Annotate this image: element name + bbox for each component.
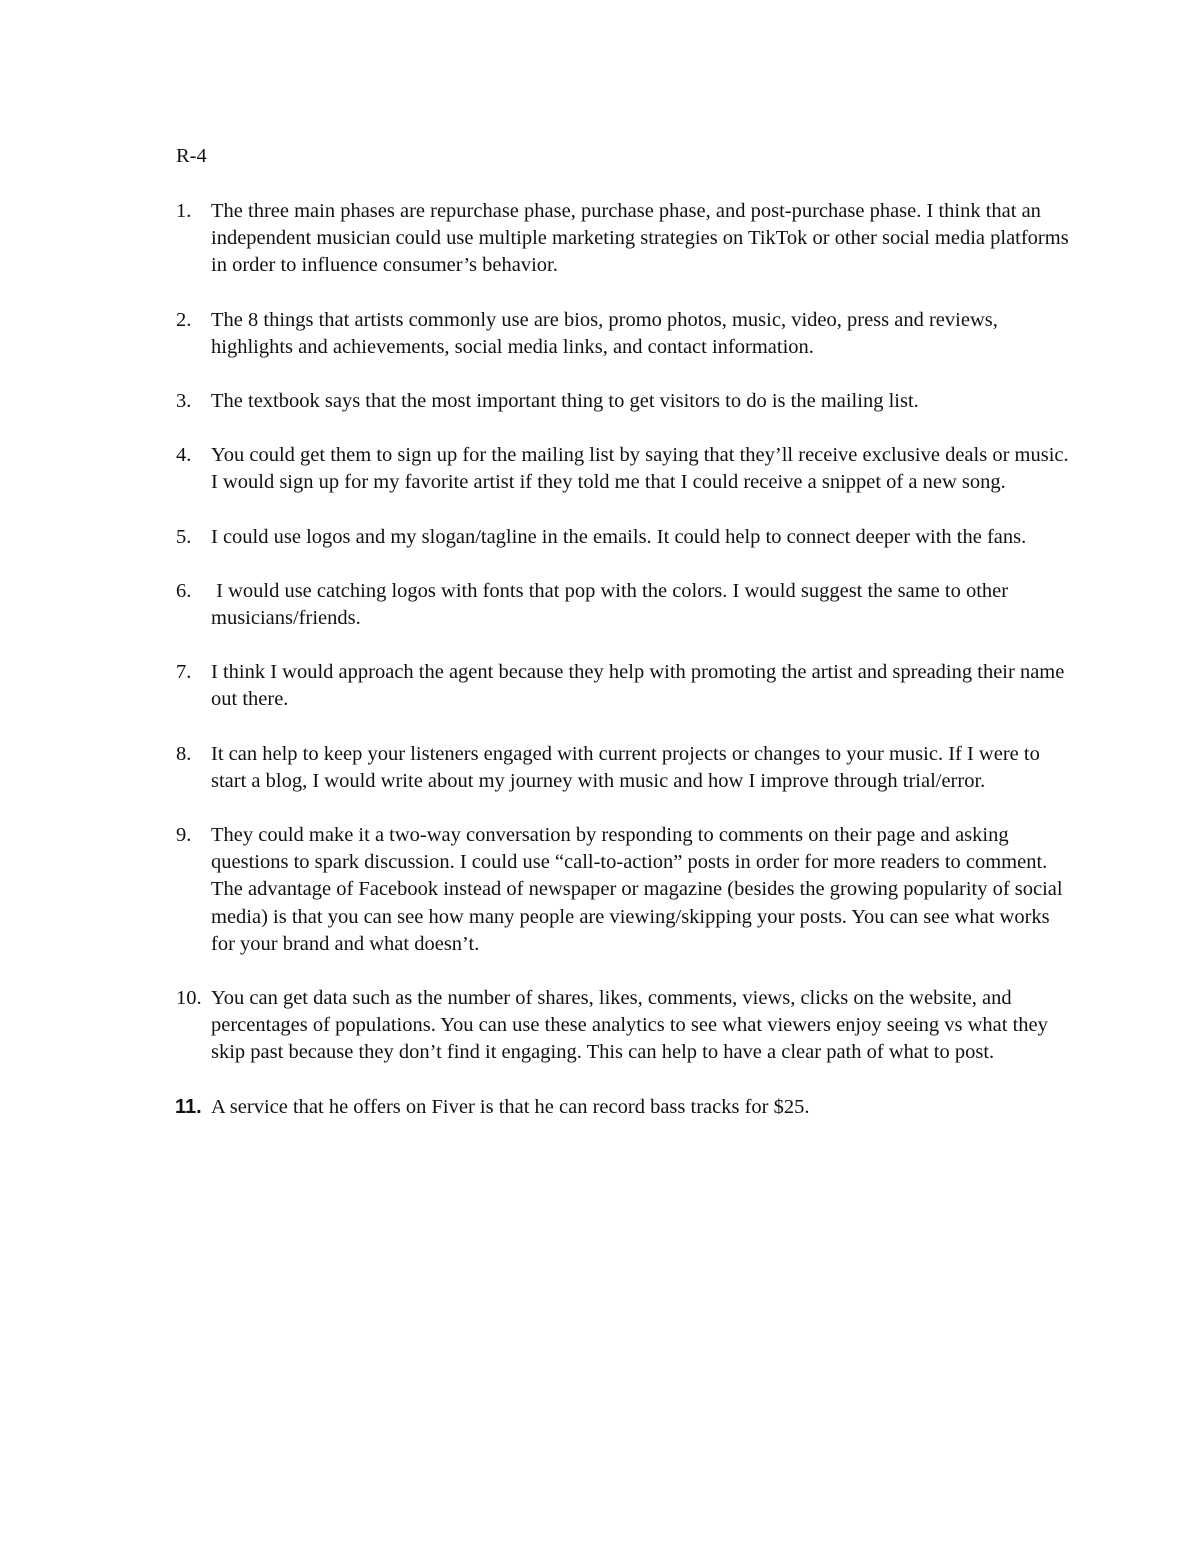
answer-text: It can help to keep your listeners engaged with current projects or changes to your music. If I were to start a blog, I would write about my journey with music and how I improve through trial/error.	[211, 742, 1040, 792]
answer-number: 2.	[176, 308, 192, 331]
answer-item-4	[176, 442, 1071, 496]
answer-text: The 8 things that artists commonly use are bios, promo photos, music, video, press and reviews, highlights and achievements, social media links, and contact information.	[211, 308, 998, 358]
answer-number: 6.	[176, 579, 192, 602]
answer-item-3	[176, 388, 1071, 415]
answer-item-7	[176, 659, 1071, 713]
answer-number: 5.	[176, 525, 192, 548]
answer-item-5	[176, 524, 1071, 551]
answer-text: You can get data such as the number of shares, likes, comments, views, clicks on the website, and percentages of populations. You can use these analytics to see what viewers enjoy seeing vs what they skip past because they don’t find it engaging. This can help to have a clear path of what to post.	[211, 987, 1048, 1064]
answer-text: The textbook says that the most important thing to get visitors to do is the mailing list.	[211, 390, 919, 413]
document-heading: R-4	[176, 145, 207, 167]
answer-item-2	[176, 307, 1071, 361]
answer-number: 1.	[176, 200, 192, 222]
answer-text: I could use logos and my slogan/tagline in the emails. It could help to connect deeper with the fans.	[211, 525, 1027, 548]
answer-item-1	[176, 198, 1071, 280]
answer-text: A service that he offers on Fiver is that he can record bass tracks for $25.	[211, 1095, 810, 1118]
answer-item-8	[176, 741, 1071, 795]
answer-number: 11.	[175, 1095, 202, 1118]
answer-number: 4.	[176, 444, 192, 467]
answer-item-6	[176, 578, 1071, 632]
answer-text: I think I would approach the agent because they help with promoting the artist and spreading their name out there.	[211, 661, 1065, 711]
answer-text: They could make it a two-way conversation by responding to comments on their page and asking questions to spark discussion. I could use “call-to-action” posts in order for more readers to comment. The advantage of Facebook instead of newspaper or magazine (besides the growing popularity of social media) is that you can see how many people are viewing/skipping your posts. You can see what works for your brand and what doesn’t.	[211, 824, 1063, 955]
answer-number: 10.	[176, 987, 202, 1010]
answer-number: 3.	[176, 390, 192, 413]
answer-item-9	[176, 822, 1071, 958]
answer-number: 9.	[176, 824, 192, 847]
answer-text: You could get them to sign up for the mailing list by saying that they’ll receive exclusive deals or music. I would sign up for my favorite artist if they told me that I could receive a snippet of a new song.	[211, 444, 1069, 494]
answer-text: I would use catching logos with fonts that pop with the colors. I would suggest the same to other musicians/friends.	[211, 579, 1014, 630]
answer-number: 7.	[176, 661, 192, 684]
answer-item-10	[176, 985, 1071, 1067]
answer-text: The three main phases are repurchase phase, purchase phase, and post-purchase phase. I think that an independent musician could use multiple marketing strategies on TikTok or other social media platforms in order to influence consumer’s behavior.	[211, 200, 1069, 277]
answer-number: 8.	[176, 742, 192, 765]
answer-item-11	[176, 1094, 1071, 1121]
answer-list	[176, 198, 1071, 1148]
